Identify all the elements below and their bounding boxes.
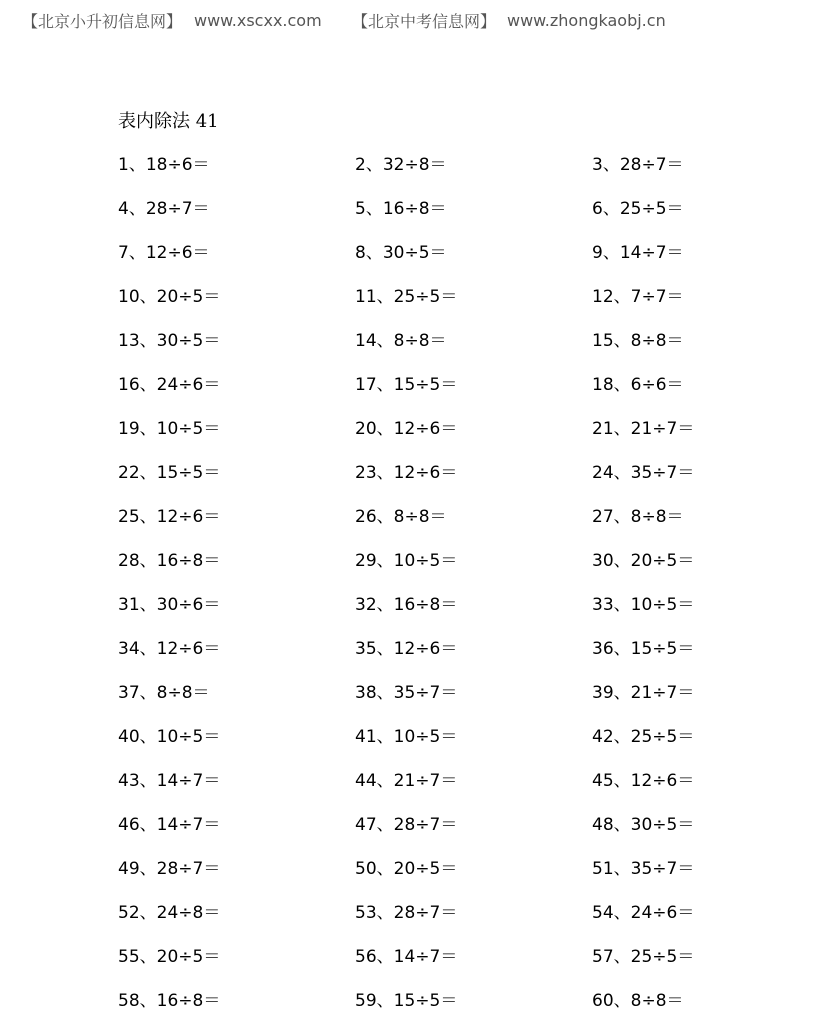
problem-item: 54、24÷6＝ (592, 903, 695, 923)
problem-item: 19、10÷5＝ (118, 419, 221, 439)
problem-item: 45、12÷6＝ (592, 771, 695, 791)
problem-item: 24、35÷7＝ (592, 463, 695, 483)
problem-item: 25、12÷6＝ (118, 507, 221, 527)
site1-url[interactable]: www.xscxx.com (194, 10, 322, 30)
problem-item: 26、8÷8＝ (355, 507, 447, 527)
problem-item: 34、12÷6＝ (118, 639, 221, 659)
problem-item: 28、16÷8＝ (118, 551, 221, 571)
problem-item: 36、15÷5＝ (592, 639, 695, 659)
problem-item: 17、15÷5＝ (355, 375, 458, 395)
problem-item: 23、12÷6＝ (355, 463, 458, 483)
problem-item: 7、12÷6＝ (118, 243, 210, 263)
site2-name: 【北京中考信息网】 (352, 11, 497, 31)
problem-item: 3、28÷7＝ (592, 155, 684, 175)
problem-item: 14、8÷8＝ (355, 331, 447, 351)
problem-item: 8、30÷5＝ (355, 243, 447, 263)
problem-item: 39、21÷7＝ (592, 683, 695, 703)
problem-item: 9、14÷7＝ (592, 243, 684, 263)
problem-item: 53、28÷7＝ (355, 903, 458, 923)
problem-item: 42、25÷5＝ (592, 727, 695, 747)
problem-item: 58、16÷8＝ (118, 991, 221, 1011)
problem-item: 41、10÷5＝ (355, 727, 458, 747)
problem-grid (118, 150, 738, 1030)
problem-item: 48、30÷5＝ (592, 815, 695, 835)
problem-item: 57、25÷5＝ (592, 947, 695, 967)
problem-item: 21、21÷7＝ (592, 419, 695, 439)
problem-item: 43、14÷7＝ (118, 771, 221, 791)
problem-item: 47、28÷7＝ (355, 815, 458, 835)
problem-item: 11、25÷5＝ (355, 287, 458, 307)
problem-item: 35、12÷6＝ (355, 639, 458, 659)
problem-item: 27、8÷8＝ (592, 507, 684, 527)
problem-item: 5、16÷8＝ (355, 199, 447, 219)
problem-item: 6、25÷5＝ (592, 199, 684, 219)
problem-item: 51、35÷7＝ (592, 859, 695, 879)
problem-item: 32、16÷8＝ (355, 595, 458, 615)
problem-item: 18、6÷6＝ (592, 375, 684, 395)
worksheet-title: 表内除法 41 (118, 111, 219, 132)
problem-item: 15、8÷8＝ (592, 331, 684, 351)
problem-item: 1、18÷6＝ (118, 155, 210, 175)
problem-item: 55、20÷5＝ (118, 947, 221, 967)
problem-item: 33、10÷5＝ (592, 595, 695, 615)
problem-item: 60、8÷8＝ (592, 991, 684, 1011)
problem-item: 13、30÷5＝ (118, 331, 221, 351)
problem-item: 37、8÷8＝ (118, 683, 210, 703)
problem-item: 46、14÷7＝ (118, 815, 221, 835)
problem-item: 38、35÷7＝ (355, 683, 458, 703)
problem-item: 20、12÷6＝ (355, 419, 458, 439)
problem-item: 56、14÷7＝ (355, 947, 458, 967)
problem-item: 40、10÷5＝ (118, 727, 221, 747)
problem-item: 10、20÷5＝ (118, 287, 221, 307)
problem-item: 30、20÷5＝ (592, 551, 695, 571)
problem-item: 59、15÷5＝ (355, 991, 458, 1011)
problem-item: 31、30÷6＝ (118, 595, 221, 615)
problem-item: 29、10÷5＝ (355, 551, 458, 571)
problem-item: 44、21÷7＝ (355, 771, 458, 791)
problem-item: 2、32÷8＝ (355, 155, 447, 175)
site1-name: 【北京小升初信息网】 (22, 11, 183, 31)
problem-item: 4、28÷7＝ (118, 199, 210, 219)
problem-item: 52、24÷8＝ (118, 903, 221, 923)
problem-item: 49、28÷7＝ (118, 859, 221, 879)
site2-url[interactable]: www.zhongkaobj.cn (507, 10, 666, 30)
problem-item: 16、24÷6＝ (118, 375, 221, 395)
problem-item: 12、7÷7＝ (592, 287, 684, 307)
page-header (22, 8, 666, 32)
problem-item: 50、20÷5＝ (355, 859, 458, 879)
problem-item: 22、15÷5＝ (118, 463, 221, 483)
